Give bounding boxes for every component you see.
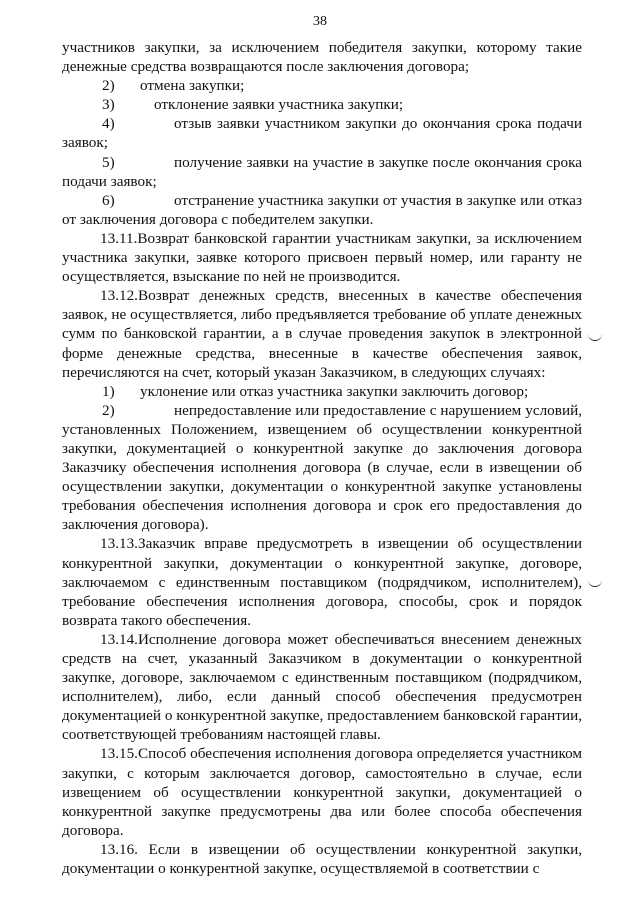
list-item-number: 2) <box>102 77 115 95</box>
list-item <box>62 153 582 191</box>
margin-tick-mark <box>588 580 602 587</box>
list-item <box>62 382 582 401</box>
list-item-number: 6) <box>102 191 115 209</box>
list-item <box>62 401 582 535</box>
margin-tick-mark <box>588 334 602 341</box>
paragraph-continuation: участников закупки, за исключением победителя закупки, которому такие денежные средства возвращаются после заключения договора; <box>62 39 582 76</box>
list-item-number: 2) <box>102 401 115 419</box>
list-item-number: 1) <box>102 382 115 400</box>
clause-13-15: 13.15.Способ обеспечения исполнения договора определяется участником закупки, с которым заключается договор, самостоятельно в случае, если извещением об осуществлении конкурентной закупки, документацией о конкурентной закупке предусмотрены два или более способа обеспечения договора. <box>62 745 582 839</box>
clause-13-14: 13.14.Исполнение договора может обеспечиваться внесением денежных средств на счет, указанный Заказчиком в документации о конкурентной закупке, договоре, заключаемом с единственным поставщиком (подрядчиком, исполнителем), либо, если данный способ обеспечения предусмотрен документацией о конкурентной закупке, предоставлением банковской гарантии, соответствующей требованиям настоящей главы. <box>62 630 582 744</box>
document-body <box>62 38 582 878</box>
list-item <box>62 95 582 114</box>
list-item <box>62 191 582 229</box>
list-item-text: отмена закупки; <box>140 77 245 95</box>
clause-13-13: 13.13.Заказчик вправе предусмотреть в извещении об осуществлении конкурентной закупки, документации о конкурентной закупке, договоре, заключаемом с единственным поставщиком (подрядчиком, исполнителем), требование обеспечения исполнения договора, способы, срок и порядок возврата такого обеспечения. <box>62 535 582 629</box>
clause-13-16: 13.16. Если в извещении об осуществлении конкурентной закупки, документации о конкурентной закупке, осуществляемой в соответствии с <box>62 840 582 878</box>
list-item-text: отзыв заявки участником закупки до окончания срока подачи заявок; <box>62 115 582 152</box>
list-item-text: непредоставление или предоставление с нарушением условий, установленных Положением, извещением об осуществлении конкурентной закупки, документацией о конкурентной закупке до заключения договора Заказчику обеспечения исполнения договора (в случае, если в извещении об осуществлении закупки, документации о конкурентной закупке установлены требования обеспечения исполнения договора и срок его предоставления до заключения договора). <box>62 401 582 534</box>
list-item-text: получение заявки на участие в закупке после окончания срока подачи заявок; <box>62 153 582 190</box>
list-item-number: 4) <box>102 115 115 133</box>
list-item-number: 5) <box>102 153 115 171</box>
page-number: 38 <box>313 14 327 29</box>
list-item-text: уклонение или отказ участника закупки заключить договор; <box>140 382 529 400</box>
list-item-number: 3) <box>102 96 115 114</box>
clause-13-11: 13.11.Возврат банковской гарантии участникам закупки, за исключением участника закупки, заявке которого присвоен первый номер, или гаранту не осуществляется, взыскание по ней не производится. <box>62 229 582 286</box>
list-item <box>62 76 582 95</box>
list-item-text: отклонение заявки участника закупки; <box>154 96 404 114</box>
list-item-text: отстранение участника закупки от участия в закупке или отказ от заключения договора с победителем закупки. <box>62 191 582 228</box>
clause-13-12: 13.12.Возврат денежных средств, внесенных в качестве обеспечения заявок, не осуществляется, либо предъявляется требование об уплате денежных сумм по банковской гарантии, а в случае проведения закупок в электронной форме денежные средства, внесенные в качестве обеспечения заявок, перечисляются на счет, который указан Заказчиком, в следующих случаях: <box>62 287 582 381</box>
list-item <box>62 114 582 152</box>
